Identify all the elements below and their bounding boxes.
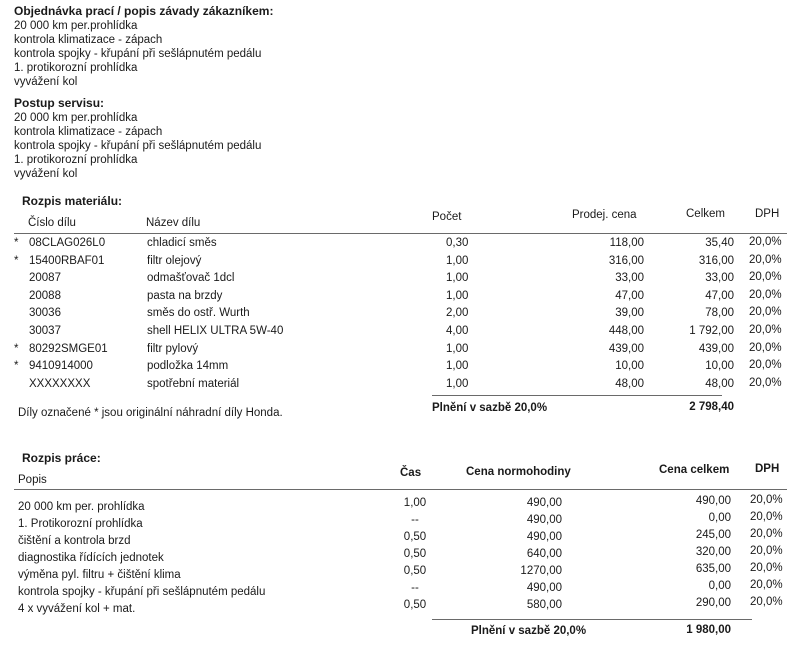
- order-line: kontrola klimatizace - zápach: [14, 34, 163, 46]
- part-qty: 1,00: [446, 272, 469, 285]
- labor-total: 245,00: [695, 529, 731, 541]
- service-line: 20 000 km per.prohlídka: [14, 112, 138, 124]
- labor-header-rule: [14, 489, 787, 490]
- service-section: [14, 96, 261, 181]
- labor-total: 635,00: [695, 563, 731, 575]
- original-part-mark: *: [14, 342, 19, 355]
- order-line: 20 000 km per.prohlídka: [14, 20, 138, 32]
- part-qty: 1,00: [446, 342, 469, 355]
- part-vat: 20,0%: [749, 376, 782, 389]
- materials-header-name: Název dílu: [146, 217, 201, 229]
- materials-header-vat: DPH: [755, 208, 780, 220]
- labor-rate: 490,00: [526, 531, 562, 543]
- original-part-mark: *: [14, 254, 19, 267]
- labor-time: 1,00: [403, 497, 427, 509]
- labor-description: výměna pyl. filtru + čištění klima: [18, 569, 181, 581]
- original-part-mark: *: [14, 237, 19, 249]
- part-qty: 1,00: [446, 289, 469, 302]
- part-name: filtr olejový: [147, 254, 202, 267]
- labor-header-vat: DPH: [755, 463, 780, 475]
- labor-vat: 20,0%: [750, 528, 783, 540]
- part-number: 20088: [29, 289, 61, 302]
- part-price: 439,00: [608, 342, 644, 355]
- labor-total: 490,00: [695, 495, 731, 507]
- part-number: 30036: [29, 307, 61, 320]
- service-line: kontrola spojky - křupání při sešlápnutém pedálu: [14, 140, 262, 152]
- order-title: Objednávka prací / popis závady zákazníkem:: [14, 4, 274, 18]
- part-price: 33,00: [615, 272, 644, 285]
- materials-header-part-no: Číslo dílu: [28, 217, 76, 229]
- part-number: 08CLAG026L0: [29, 237, 106, 249]
- part-vat: 20,0%: [749, 236, 782, 248]
- labor-vat: 20,0%: [750, 545, 783, 557]
- part-price: 48,00: [615, 377, 644, 390]
- labor-description: diagnostika řídících jednotek: [18, 552, 164, 564]
- materials-sum-value: 2 798,40: [689, 401, 734, 413]
- part-qty: 1,00: [446, 377, 469, 390]
- service-lines: [14, 111, 261, 181]
- labor-time: 0,50: [403, 565, 427, 577]
- part-qty: 1,00: [446, 360, 469, 373]
- original-part-mark: *: [14, 360, 19, 373]
- part-name: směs do ostř. Wurth: [147, 307, 250, 320]
- labor-description: kontrola spojky - křupání při sešlápnutém pedálu: [18, 586, 266, 598]
- part-price: 47,00: [615, 289, 644, 302]
- part-qty: 2,00: [446, 307, 469, 320]
- part-vat: 20,0%: [749, 324, 782, 336]
- part-total: 316,00: [698, 254, 734, 267]
- part-vat: 20,0%: [749, 288, 782, 301]
- materials-header-qty: Počet: [432, 211, 462, 223]
- materials-header-rule: [14, 233, 787, 234]
- materials-header-price: Prodej. cena: [572, 209, 637, 221]
- part-number: XXXXXXXX: [29, 377, 91, 390]
- part-number: 9410914000: [29, 360, 93, 373]
- labor-rate: 580,00: [526, 599, 562, 611]
- labor-vat: 20,0%: [750, 494, 783, 506]
- part-number: 30037: [29, 325, 61, 337]
- part-total: 439,00: [698, 342, 734, 355]
- labor-total: 0,00: [708, 512, 731, 524]
- part-vat: 20,0%: [749, 341, 782, 354]
- labor-title: Rozpis práce:: [22, 451, 101, 465]
- labor-total: 290,00: [695, 597, 731, 609]
- materials-sum-rule: [432, 395, 722, 396]
- labor-vat: 20,0%: [750, 511, 783, 523]
- part-number: 20087: [29, 272, 61, 285]
- order-line: kontrola spojky - křupání při sešlápnutém pedálu: [14, 48, 262, 60]
- part-number: 15400RBAF01: [29, 254, 105, 267]
- labor-description: 4 x vyvážení kol + mat.: [18, 603, 136, 615]
- service-title: Postup servisu:: [14, 96, 105, 110]
- labor-header-desc: Popis: [18, 474, 47, 486]
- part-qty: 1,00: [446, 254, 469, 267]
- labor-description: 20 000 km per. prohlídka: [18, 501, 145, 513]
- part-total: 78,00: [705, 307, 734, 320]
- part-total: 1 792,00: [689, 325, 734, 337]
- labor-vat: 20,0%: [750, 596, 783, 608]
- labor-header-rate: Cena normohodiny: [466, 466, 571, 478]
- labor-time: 0,50: [403, 599, 427, 611]
- part-name: spotřební materiál: [147, 377, 240, 390]
- labor-rate: 490,00: [526, 514, 562, 526]
- part-total: 10,00: [705, 360, 734, 373]
- part-price: 448,00: [608, 325, 644, 337]
- service-line: vyvážení kol: [14, 168, 78, 180]
- labor-total: 320,00: [695, 546, 731, 558]
- labor-sum-label: Plnění v sazbě 20,0%: [471, 625, 587, 637]
- labor-header-total: Cena celkem: [659, 464, 730, 476]
- part-qty: 0,30: [446, 237, 469, 249]
- part-vat: 20,0%: [749, 359, 782, 372]
- part-total: 48,00: [705, 377, 734, 390]
- labor-vat: 20,0%: [750, 579, 783, 591]
- part-price: 10,00: [615, 360, 644, 373]
- part-total: 47,00: [705, 289, 734, 302]
- service-line: kontrola klimatizace - zápach: [14, 126, 163, 138]
- labor-time: --: [411, 514, 419, 526]
- labor-rate: 1270,00: [520, 565, 562, 577]
- part-vat: 20,0%: [749, 253, 782, 266]
- materials-sum-label: Plnění v sazbě 20,0%: [432, 402, 548, 414]
- order-line: vyvážení kol: [14, 76, 78, 88]
- part-qty: 4,00: [446, 325, 469, 337]
- labor-description: 1. Protikorozní prohlídka: [18, 518, 143, 530]
- part-name: filtr pylový: [147, 342, 199, 355]
- part-price: 118,00: [609, 237, 644, 249]
- labor-rate: 490,00: [526, 582, 562, 594]
- materials-header-total: Celkem: [686, 208, 725, 220]
- labor-sum-rule: [432, 619, 752, 620]
- part-total: 35,40: [705, 237, 734, 249]
- part-price: 316,00: [608, 254, 644, 267]
- labor-vat: 20,0%: [750, 562, 783, 574]
- part-name: odmašťovač 1dcl: [147, 272, 235, 285]
- part-name: pasta na brzdy: [147, 289, 223, 302]
- labor-time: 0,50: [403, 548, 427, 560]
- part-vat: 20,0%: [749, 271, 782, 284]
- order-lines: [14, 19, 273, 89]
- materials-note: Díly označené * jsou originální náhradní díly Honda.: [18, 407, 283, 419]
- labor-time: 0,50: [403, 531, 427, 543]
- labor-rate: 640,00: [526, 548, 562, 560]
- labor-total: 0,00: [708, 580, 731, 592]
- part-price: 39,00: [615, 307, 644, 320]
- labor-rate: 490,00: [526, 497, 562, 509]
- part-name: chladicí směs: [147, 237, 217, 249]
- order-section: [14, 4, 273, 89]
- materials-title: Rozpis materiálu:: [22, 194, 123, 208]
- part-vat: 20,0%: [749, 306, 782, 319]
- service-line: 1. protikorozní prohlídka: [14, 154, 138, 166]
- labor-header-time: Čas: [400, 467, 422, 479]
- order-line: 1. protikorozní prohlídka: [14, 62, 138, 74]
- part-name: shell HELIX ULTRA 5W-40: [147, 325, 284, 337]
- labor-time: --: [411, 582, 419, 594]
- part-name: podložka 14mm: [147, 360, 229, 373]
- labor-sum-value: 1 980,00: [686, 624, 731, 636]
- labor-description: čištění a kontrola brzd: [18, 535, 131, 547]
- part-total: 33,00: [705, 272, 734, 285]
- part-number: 80292SMGE01: [29, 342, 108, 355]
